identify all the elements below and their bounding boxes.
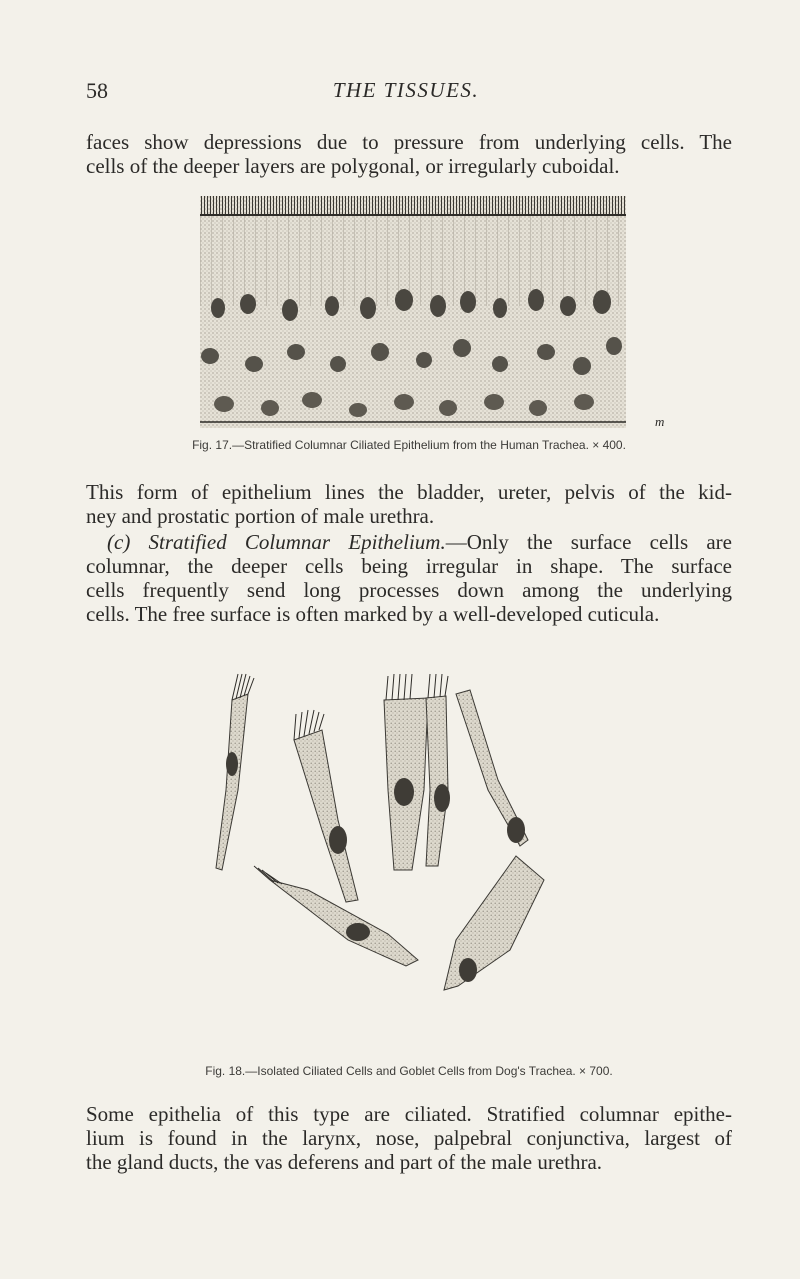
- figure-17-illustration: [200, 196, 626, 428]
- text-line: cells. The free surface is often marked by a well-developed cuticula.: [86, 602, 660, 626]
- columnar-cell-layer: [200, 216, 626, 306]
- cilia-border: [200, 196, 626, 214]
- text-line: faces show depressions due to pressure from underlying cells. The: [86, 130, 732, 154]
- text-line: ney and prostatic portion of male urethra.: [86, 504, 435, 528]
- running-head: THE TISSUES.: [332, 78, 480, 102]
- ciliated-cell: [294, 730, 358, 902]
- text-line: columnar, the deeper cells being irregular in shape. The surface: [86, 554, 732, 578]
- page-number: 58: [86, 78, 108, 103]
- page-header: [86, 78, 726, 108]
- paragraph-4: [86, 1102, 732, 1174]
- text-line: lium is found in the larynx, nose, palpebral conjunctiva, largest of: [86, 1126, 732, 1150]
- text-line: cells of the deeper layers are polygonal, or irregularly cuboidal.: [86, 154, 620, 178]
- text-line: [86, 530, 732, 554]
- figure-18-illustration: [198, 670, 618, 1040]
- figure-17-caption: Fig. 17.—Stratified Columnar Ciliated Epithelium from the Human Trachea. × 400.: [192, 438, 626, 452]
- paragraph-2: [86, 480, 732, 528]
- ciliated-cell: [216, 694, 248, 870]
- section-heading: Stratified Columnar Epithelium.: [148, 530, 446, 554]
- figure-18-caption: Fig. 18.—Isolated Ciliated Cells and Goblet Cells from Dog's Trachea. × 700.: [205, 1064, 613, 1078]
- text-line: cells frequently send long processes down among the underlying: [86, 578, 732, 602]
- text-line: the gland ducts, the vas deferens and part of the male urethra.: [86, 1150, 603, 1174]
- paragraph-3: [86, 530, 732, 626]
- text-line: Some epithelia of this type are ciliated. Stratified columnar epithe-: [86, 1102, 732, 1126]
- goblet-cell: [444, 856, 544, 990]
- text-line: This form of epithelium lines the bladder, ureter, pelvis of the kid-: [86, 480, 732, 504]
- ciliated-cell: [426, 696, 448, 866]
- text-fragment: —Only the surface cells are: [445, 530, 732, 554]
- figure-label-m: m: [655, 414, 665, 429]
- list-label-c: (c): [107, 530, 131, 554]
- paragraph-1: [86, 130, 732, 178]
